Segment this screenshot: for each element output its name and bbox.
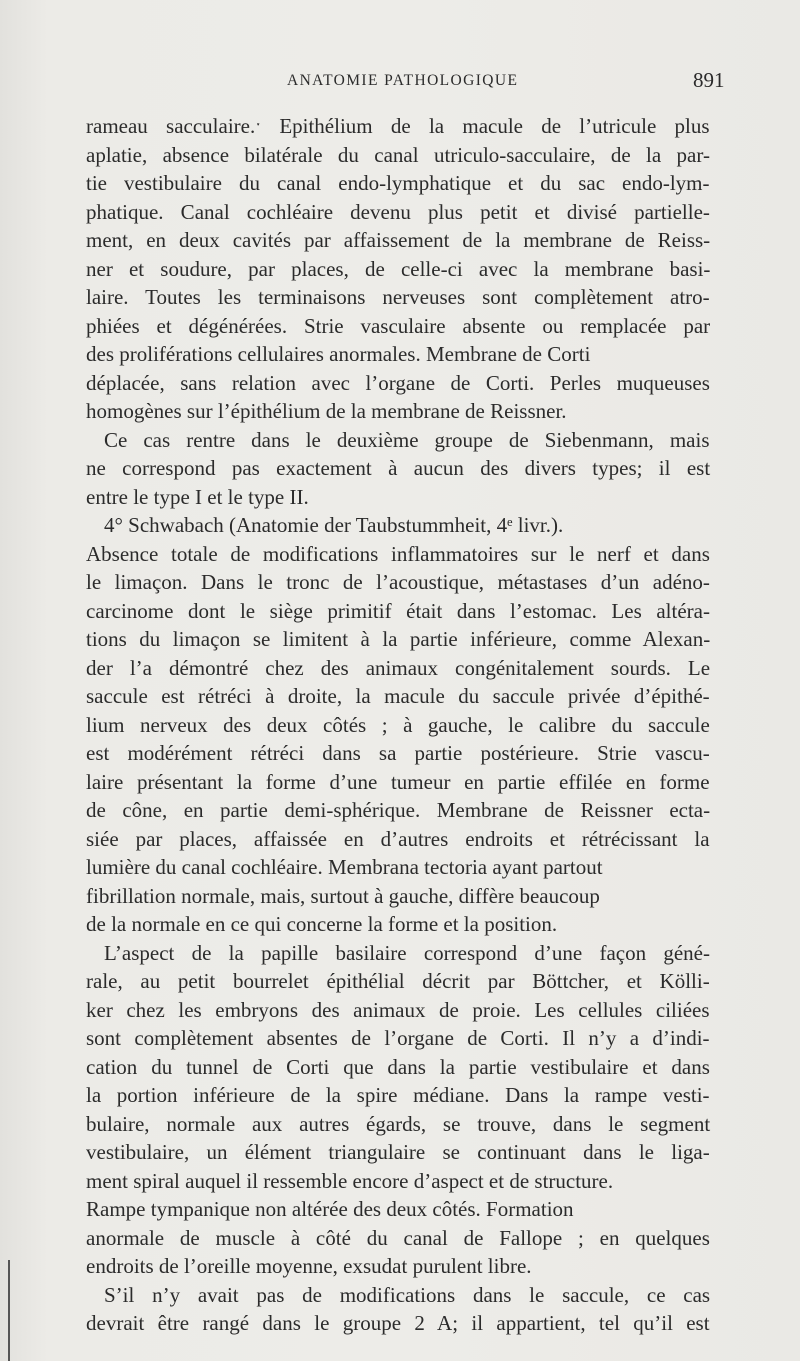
- text-line: lumière du canal cochléaire. Membrana tectoria ayant partout: [86, 855, 603, 879]
- text-line: tions du limaçon se limitent à la partie inférieure, comme Alexan-: [86, 627, 711, 651]
- text-line: rale, au petit bourrelet épithélial décrit par Böttcher, et Kölli-: [86, 969, 710, 993]
- paragraph-start-line: S’il n’y avait pas de modifications dans le saccule, ce cas: [104, 1282, 711, 1307]
- text-line: devrait être rangé dans le groupe 2 A; il appartient, tel qu’il est: [86, 1311, 710, 1335]
- paragraph-start-line: L’aspect de la papille basilaire correspond d’une façon géné-: [104, 940, 710, 965]
- text-line: est modérément rétréci dans sa partie postérieure. Strie vascu-: [86, 741, 710, 765]
- text-line: anormale de muscle à côté du canal de Fallope ; en quelques: [86, 1225, 710, 1250]
- text-line: la portion inférieure de la spire médiane. Dans la rampe vesti-: [86, 1083, 710, 1107]
- text-line: sont complètement absentes de l’organe de Corti. Il n’y a d’indi-: [86, 1026, 710, 1050]
- text-line: bulaire, normale aux autres égards, se trouve, dans le segment: [86, 1111, 711, 1136]
- page-number: 891: [693, 68, 725, 92]
- text-line: ne correspond pas exactement à aucun des divers types; il est: [86, 456, 711, 480]
- text-line: entre le type I et le type II.: [86, 484, 309, 509]
- text-line: ker chez les embryons des animaux de proie. Les cellules ciliées: [86, 997, 710, 1022]
- text-line: rameau sacculaire.ˑ Epithélium de la macule de l’utricule plus: [86, 114, 710, 138]
- text-line: aplatie, absence bilatérale du canal utriculo-sacculaire, de la par-: [86, 142, 710, 167]
- text-line: cation du tunnel de Corti que dans la partie vestibulaire et dans: [86, 1054, 710, 1079]
- text-line: Absence totale de modifications inflammatoires sur le nerf et dans: [86, 541, 710, 566]
- text-line: saccule est rétréci à droite, la macule du saccule privée d’épithé-: [86, 684, 710, 708]
- text-line: tie vestibulaire du canal endo-lymphatique et du sac endo-lym-: [86, 171, 710, 195]
- text-line: laire. Toutes les terminaisons nerveuses sont complètement atro-: [86, 285, 710, 309]
- paragraph-start-line: 4° Schwabach (Anatomie der Taubstummheit, 4ᵉ livr.).: [104, 513, 564, 537]
- paragraph-start-line: Ce cas rentre dans le deuxième groupe de Siebenmann, mais: [104, 427, 710, 452]
- text-line: ment, en deux cavités par affaissement de la membrane de Reiss-: [86, 228, 711, 252]
- running-head: ANATOMIE PATHOLOGIQUE: [287, 72, 519, 89]
- text-line: ment spiral auquel il ressemble encore d’aspect et de structure.: [86, 1168, 614, 1193]
- text-line: Rampe tympanique non altérée des deux côtés. Formation: [86, 1197, 574, 1221]
- text-line: vestibulaire, un élément triangulaire se continuant dans le liga-: [86, 1140, 710, 1164]
- text-line: laire présentant la forme d’une tumeur en partie effilée en forme: [86, 769, 710, 794]
- text-line: le limaçon. Dans le tronc de l’acoustique, métastases d’un adéno-: [86, 570, 710, 594]
- text-line: carcinome dont le siège primitif était dans l’estomac. Les altéra-: [86, 598, 710, 623]
- text-line: des proliférations cellulaires anormales. Membrane de Corti: [86, 342, 591, 366]
- text-line: phiées et dégénérées. Strie vasculaire absente ou remplacée par: [86, 313, 711, 338]
- binding-edge-line: [8, 1260, 10, 1361]
- text-line: homogènes sur l’épithélium de la membrane de Reissner.: [86, 399, 567, 423]
- page-header: [0, 68, 800, 98]
- text-line: fibrillation normale, mais, surtout à gauche, diffère beaucoup: [86, 883, 600, 908]
- text-line: de cône, en partie demi-sphérique. Membrane de Reissner ecta-: [86, 798, 711, 822]
- text-line: déplacée, sans relation avec l’organe de Corti. Perles muqueuses: [86, 370, 710, 395]
- text-line: siée par places, affaissée en d’autres endroits et rétrécissant la: [86, 826, 710, 851]
- text-line: ner et soudure, par places, de celle-ci avec la membrane basi-: [86, 256, 711, 281]
- text-line: endroits de l’oreille moyenne, exsudat purulent libre.: [86, 1254, 532, 1278]
- text-line: phatique. Canal cochléaire devenu plus petit et divisé partielle-: [86, 199, 710, 224]
- text-line: de la normale en ce qui concerne la forme et la position.: [86, 912, 558, 936]
- text-line: der l’a démontré chez des animaux congénitalement sourds. Le: [86, 655, 711, 680]
- body-text: [86, 112, 710, 1338]
- text-line: lium nerveux des deux côtés ; à gauche, le calibre du saccule: [86, 712, 710, 737]
